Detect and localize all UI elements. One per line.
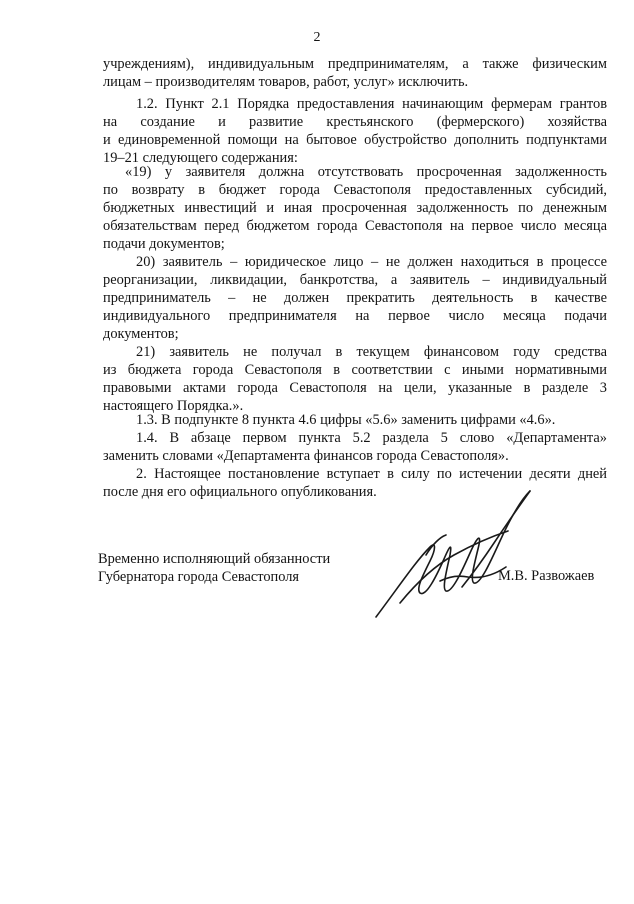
text-line: правовыми актами города Севастополя на цели, указанные в разделе 3 [103,380,607,396]
text-line: 2. Настоящее постановление вступает в силу по истечении десяти дней [136,466,607,482]
text-line: 20) заявитель – юридическое лицо – не должен находиться в процессе [136,254,607,270]
text-line: заменить словами «Департамента финансов города Севастополя». [103,448,509,464]
text-line: настоящего Порядка.». [103,398,244,414]
text-line: лицам – производителям товаров, работ, услуг» исключить. [103,74,469,90]
text-line: документов; [103,326,179,342]
text-line: учреждениям), индивидуальным предпринимателям, а также физическим [103,56,607,72]
handwritten-signature [370,485,540,625]
text-line: на создание и развитие крестьянского (фермерского) хозяйства [103,114,607,130]
signatory-name: М.В. Развожаев [498,568,595,584]
text-line: «19) у заявителя должна отсутствовать просроченная задолженность [125,164,607,180]
text-line: обязательствам перед бюджетом города Севастополя на первое число месяца [103,218,607,234]
text-line: 19–21 следующего содержания: [103,150,298,166]
text-line: из бюджета города Севастополя в соответствии с иными нормативными [103,362,607,378]
text-line: 1.3. В подпункте 8 пункта 4.6 цифры «5.6» заменить цифрами «4.6». [136,412,556,428]
text-line: по возврату в бюджет города Севастополя предоставленных субсидий, [103,182,607,198]
signatory-title-line2: Губернатора города Севастополя [98,569,300,585]
page-number: 2 [313,30,321,45]
text-line: предприниматель – не должен прекратить деятельность в качестве [103,290,607,306]
text-line: после дня его официального опубликования. [103,484,377,500]
text-line: бюджетных инвестиций и иная просроченная задолженность по денежным [103,200,607,216]
text-line: 21) заявитель не получал в текущем финансовом году средства [136,344,607,360]
text-line: 1.4. В абзаце первом пункта 5.2 раздела 5 слово «Департамента» [136,430,607,446]
text-line: и единовременной помощи на бытовое обустройство дополнить подпунктами [103,132,607,148]
text-line: подачи документов; [103,236,225,252]
text-line: 1.2. Пункт 2.1 Порядка предоставления начинающим фермерам грантов [136,96,607,112]
text-line: индивидуального предпринимателя на первое число месяца подачи [103,308,607,324]
signatory-title-line1: Временно исполняющий обязанности [98,551,331,567]
text-line: реорганизации, ликвидации, банкротства, а заявитель – индивидуальный [103,272,607,288]
